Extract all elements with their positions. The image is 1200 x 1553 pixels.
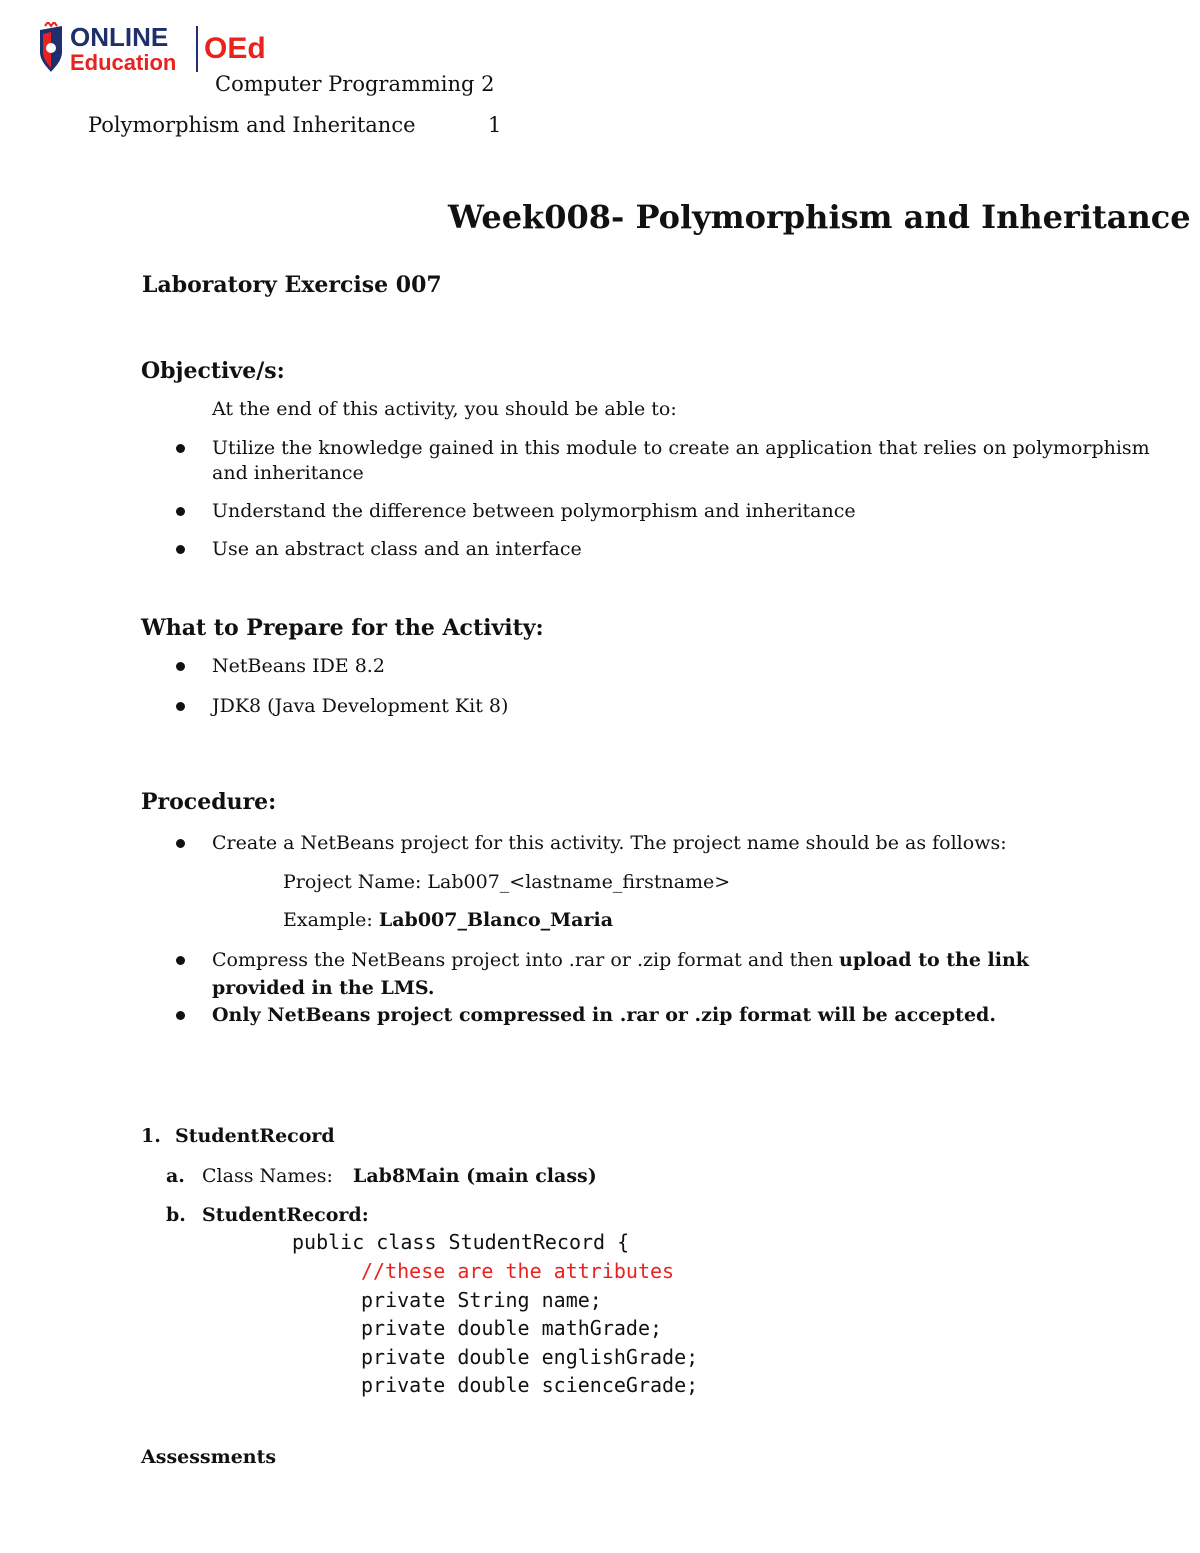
procedure-item-2-bold: upload to the link bbox=[839, 949, 1029, 971]
section-1b-text: StudentRecord: bbox=[202, 1204, 369, 1226]
section-1-number: 1. bbox=[141, 1125, 161, 1147]
procedure-heading: Procedure: bbox=[141, 789, 277, 815]
example-value: Lab007_Blanco_Maria bbox=[378, 909, 614, 931]
bullet-icon bbox=[176, 444, 185, 453]
objective-item-1-line2: and inheritance bbox=[212, 462, 364, 484]
procedure-item-2-normal: Compress the NetBeans project into .rar or .zip format and then bbox=[212, 949, 839, 971]
objective-item-2: Understand the difference between polymorphism and inheritance bbox=[212, 500, 856, 522]
page-title: Week008- Polymorphism and Inheritance bbox=[448, 198, 1191, 236]
prepare-item-2: JDK8 (Java Development Kit 8) bbox=[212, 695, 509, 717]
logo-online-text: ONLINE bbox=[70, 22, 169, 52]
bullet-icon bbox=[176, 839, 185, 848]
section-1a-value: Lab8Main (main class) bbox=[353, 1165, 597, 1187]
section-1a-text: Class Names: bbox=[202, 1165, 333, 1187]
code-line-5: private double englishGrade; bbox=[361, 1345, 699, 1369]
bullet-icon bbox=[176, 507, 185, 516]
assessments-label: Assessments bbox=[141, 1446, 277, 1468]
code-line-1: public class StudentRecord { bbox=[292, 1230, 630, 1254]
section-1-title: StudentRecord bbox=[175, 1125, 335, 1147]
bullet-icon bbox=[176, 956, 185, 965]
objectives-intro: At the end of this activity, you should be able to: bbox=[212, 398, 677, 420]
code-line-4: private double mathGrade; bbox=[361, 1316, 663, 1340]
code-line-3: private String name; bbox=[361, 1288, 602, 1312]
bullet-icon bbox=[176, 702, 185, 711]
header-page-number: 1 bbox=[488, 113, 502, 137]
procedure-item-1: Create a NetBeans project for this activity. The project name should be as follows: bbox=[212, 832, 1007, 854]
bullet-icon bbox=[176, 545, 185, 554]
procedure-example bbox=[283, 909, 613, 931]
header-course: Computer Programming 2 bbox=[215, 72, 495, 96]
prepare-item-1: NetBeans IDE 8.2 bbox=[212, 655, 385, 677]
objective-item-1-line1: Utilize the knowledge gained in this module to create an application that relies on polymorphism bbox=[212, 437, 1150, 459]
bullet-icon bbox=[176, 662, 185, 671]
example-label: Example: bbox=[283, 909, 379, 931]
prepare-heading: What to Prepare for the Activity: bbox=[141, 615, 544, 641]
section-1a-label: a. bbox=[166, 1165, 185, 1187]
objectives-heading: Objective/s: bbox=[141, 358, 285, 384]
procedure-item-3: Only NetBeans project compressed in .rar or .zip format will be accepted. bbox=[212, 1004, 996, 1026]
procedure-project-name: Project Name: Lab007_<lastname_firstname> bbox=[283, 871, 731, 893]
code-comment: //these are the attributes bbox=[361, 1259, 675, 1283]
logo-graphic bbox=[36, 22, 276, 78]
section-1b-label: b. bbox=[166, 1204, 186, 1226]
objective-item-3: Use an abstract class and an interface bbox=[212, 538, 582, 560]
online-education-logo bbox=[36, 22, 276, 78]
procedure-item-2-line2: provided in the LMS. bbox=[212, 977, 435, 999]
bullet-icon bbox=[176, 1011, 185, 1020]
logo-education-text: Education bbox=[70, 50, 177, 75]
lab-title: Laboratory Exercise 007 bbox=[142, 272, 442, 298]
procedure-item-2-line1 bbox=[212, 949, 1029, 971]
logo-oed-text: OEd bbox=[204, 32, 266, 65]
header-topic: Polymorphism and Inheritance bbox=[88, 113, 416, 137]
code-line-6: private double scienceGrade; bbox=[361, 1373, 699, 1397]
